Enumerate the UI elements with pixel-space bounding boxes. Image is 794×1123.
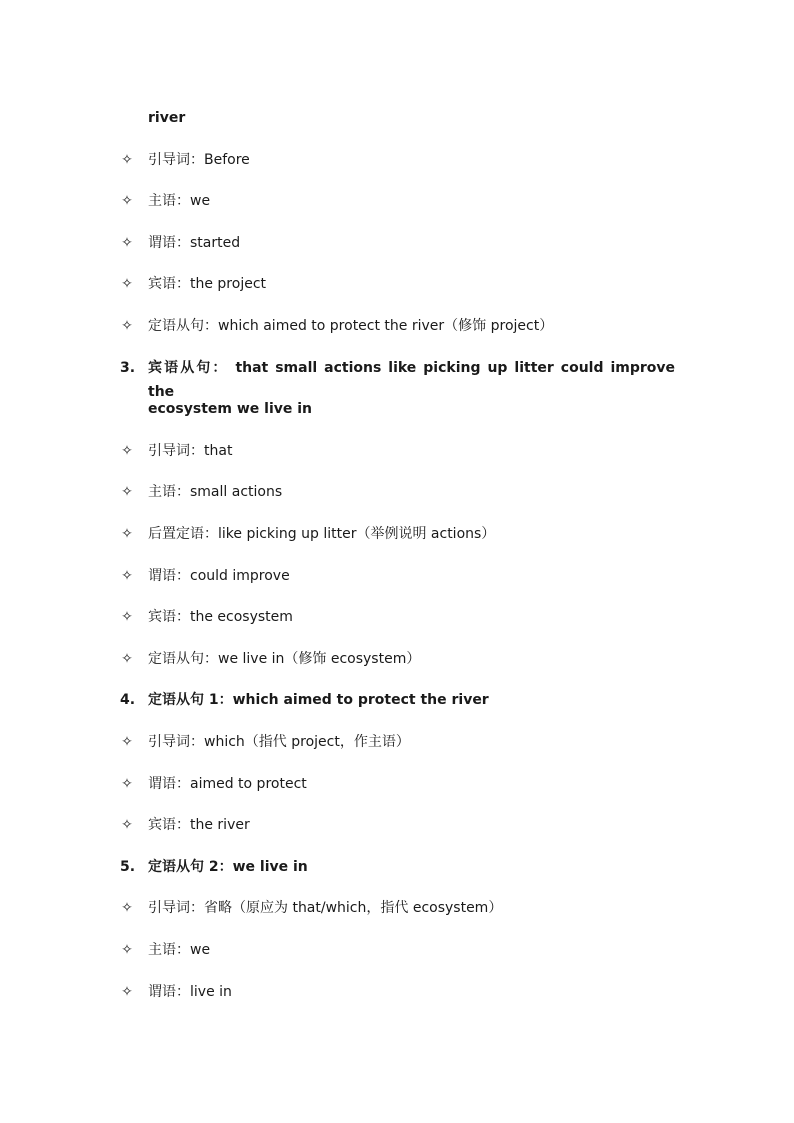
bullet-icon: ✧ bbox=[121, 568, 133, 584]
list-item-text: 谓语：could improve bbox=[148, 568, 290, 584]
list-item bbox=[0, 439, 794, 463]
bullet-icon: ✧ bbox=[121, 276, 133, 292]
bullet-icon: ✧ bbox=[121, 817, 133, 833]
list-item-text: 宾语：the ecosystem bbox=[148, 609, 293, 625]
list-item bbox=[0, 896, 794, 920]
section-heading-4 bbox=[0, 688, 794, 712]
list-item bbox=[0, 772, 794, 796]
bullet-icon: ✧ bbox=[121, 235, 133, 251]
list-item bbox=[0, 231, 794, 255]
list-item-text: 定语从句：we live in（修饰 ecosystem） bbox=[148, 651, 421, 667]
bullet-icon: ✧ bbox=[121, 776, 133, 792]
list-item-text: 主语：we bbox=[148, 193, 211, 209]
continued-heading-line bbox=[0, 106, 794, 130]
section-heading-5 bbox=[0, 855, 794, 879]
bullet-icon: ✧ bbox=[121, 942, 133, 958]
section-title: 定语从句 2：we live in bbox=[148, 859, 308, 875]
section-number: 3. bbox=[120, 360, 136, 376]
continued-heading-text: river bbox=[148, 110, 186, 126]
list-item-text: 引导词：which（指代 project，作主语） bbox=[148, 734, 410, 750]
list-item bbox=[0, 647, 794, 671]
section-title: 宾语从句： that small actions like picking up litter could improve the bbox=[148, 360, 675, 400]
list-item bbox=[0, 605, 794, 629]
list-item bbox=[0, 314, 794, 338]
list-item bbox=[0, 189, 794, 213]
bullet-icon: ✧ bbox=[121, 193, 133, 209]
list-item bbox=[0, 980, 794, 1004]
list-item-text: 谓语：live in bbox=[148, 984, 232, 1000]
list-item bbox=[0, 813, 794, 837]
list-item bbox=[0, 480, 794, 504]
bullet-icon: ✧ bbox=[121, 443, 133, 459]
bullet-icon: ✧ bbox=[121, 526, 133, 542]
bullet-icon: ✧ bbox=[121, 984, 133, 1000]
list-item-text: 宾语：the project bbox=[148, 276, 267, 292]
list-item bbox=[0, 148, 794, 172]
bullet-icon: ✧ bbox=[121, 609, 133, 625]
list-item-text: 引导词：Before bbox=[148, 152, 250, 168]
section-number: 4. bbox=[120, 692, 136, 708]
section-heading-3-continued bbox=[0, 397, 794, 421]
list-item-text: 宾语：the river bbox=[148, 817, 250, 833]
list-item bbox=[0, 522, 794, 546]
list-item-text: 主语：we bbox=[148, 942, 211, 958]
section-title-continued: ecosystem we live in bbox=[148, 401, 313, 417]
list-item bbox=[0, 938, 794, 962]
list-item-text: 引导词：省略（原应为 that/which，指代 ecosystem） bbox=[148, 900, 503, 916]
bullet-icon: ✧ bbox=[121, 484, 133, 500]
list-item-text: 谓语：aimed to protect bbox=[148, 776, 307, 792]
list-item-text: 谓语：started bbox=[148, 235, 241, 251]
list-item-text: 主语：small actions bbox=[148, 484, 283, 500]
list-item-text: 后置定语：like picking up litter（举例说明 actions） bbox=[148, 526, 496, 542]
section-heading-3 bbox=[0, 356, 794, 400]
bullet-icon: ✧ bbox=[121, 152, 133, 168]
section-number: 5. bbox=[120, 859, 136, 875]
bullet-icon: ✧ bbox=[121, 900, 133, 916]
bullet-icon: ✧ bbox=[121, 318, 133, 334]
bullet-icon: ✧ bbox=[121, 651, 133, 667]
list-item-text: 定语从句：which aimed to protect the river（修饰 project） bbox=[148, 318, 554, 334]
section-title: 定语从句 1：which aimed to protect the river bbox=[148, 692, 489, 708]
list-item bbox=[0, 730, 794, 754]
bullet-icon: ✧ bbox=[121, 734, 133, 750]
list-item bbox=[0, 564, 794, 588]
list-item bbox=[0, 272, 794, 296]
list-item-text: 引导词：that bbox=[148, 443, 233, 459]
